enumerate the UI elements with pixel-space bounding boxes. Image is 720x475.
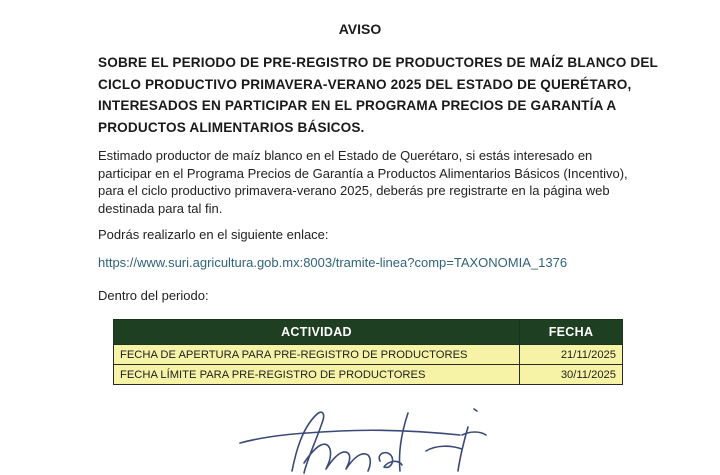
table-header-row — [114, 320, 623, 345]
aviso-title: AVISO — [338, 21, 382, 37]
column-header-fecha: FECHA — [520, 320, 623, 345]
body-line: para el ciclo productivo primavera-verano 2025, deberás pre registrarte en la página web — [98, 183, 610, 198]
body-line: destinada para tal fin. — [98, 200, 223, 216]
activity-cell: FECHA LÍMITE PARA PRE-REGISTRO DE PRODUCTORES — [114, 365, 520, 385]
subject-line: CICLO PRODUCTIVO PRIMAVERA-VERANO 2025 DEL ESTADO DE QUERÉTARO, — [98, 76, 632, 92]
date-cell: 21/11/2025 — [520, 345, 623, 365]
date-cell: 30/11/2025 — [520, 365, 623, 385]
handwritten-signature — [230, 405, 510, 475]
subject-line: SOBRE EL PERIODO DE PRE-REGISTRO DE PRODUCTORES DE MAÍZ BLANCO DEL — [98, 55, 658, 70]
activity-cell: FECHA DE APERTURA PARA PRE-REGISTRO DE PRODUCTORES — [114, 345, 520, 365]
body-paragraph — [98, 147, 643, 217]
schedule-table — [113, 319, 623, 385]
body-line: Estimado productor de maíz blanco en el Estado de Querétaro, si estás interesado en — [98, 148, 593, 163]
subject-heading — [98, 52, 658, 138]
column-header-actividad: ACTIVIDAD — [114, 320, 520, 345]
table-row — [114, 345, 623, 365]
body-line: participar en el Programa Precios de Garantía a Productos Alimentarios Básicos (Incentivo), — [98, 165, 628, 181]
table-row — [114, 365, 623, 385]
link-intro-text: Podrás realizarlo en el siguiente enlace: — [98, 227, 329, 242]
cut-off-header-text — [110, 0, 630, 4]
registration-link[interactable]: https://www.suri.agricultura.gob.mx:8003/tramite-linea?comp=TAXONOMIA_1376 — [98, 255, 568, 270]
period-intro-text: Dentro del periodo: — [98, 288, 209, 303]
subject-line: PRODUCTOS ALIMENTARIOS BÁSICOS. — [98, 119, 365, 135]
subject-line: INTERESADOS EN PARTICIPAR EN EL PROGRAMA PRECIOS DE GARANTÍA A — [98, 98, 617, 113]
